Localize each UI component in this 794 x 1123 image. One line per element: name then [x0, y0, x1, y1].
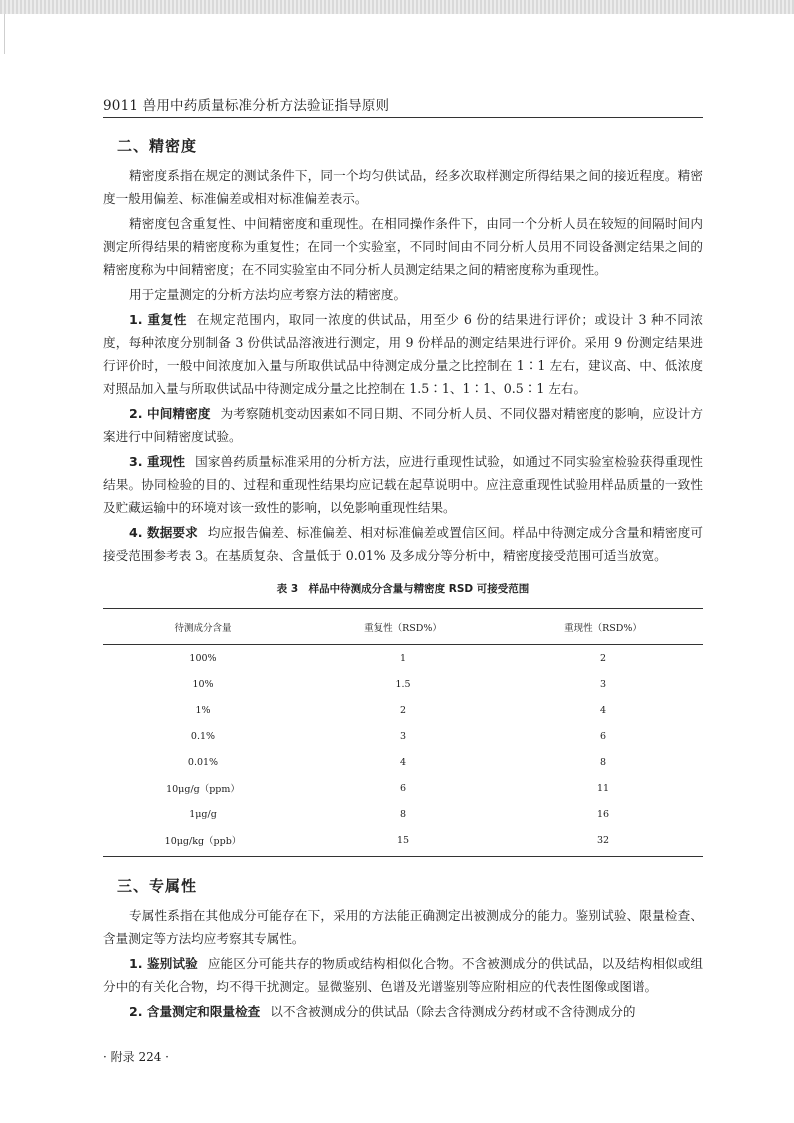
header-rule [103, 117, 703, 118]
numbered-paragraph [103, 308, 703, 400]
paragraph-lead: 4. 数据要求 [129, 525, 198, 540]
numbered-paragraph [103, 1000, 703, 1023]
rsd-table [103, 608, 703, 857]
table-cell: 1μg/g [189, 808, 217, 820]
table-cell: 8 [399, 808, 407, 820]
paragraph-text: 应能区分可能共存的物质或结构相似化合物。不含被测成分的供试品，以及结构相似或组分中的有关化合物，均不得干扰测定。显微鉴别、色谱及光谱鉴别等应附相应的代表性图像或图谱。 [103, 956, 704, 994]
table-row [103, 801, 703, 827]
table-row [103, 827, 703, 857]
running-title: 9011 兽用中药质量标准分析方法验证指导原则 [103, 98, 390, 114]
table-caption: 表 3 样品中待测成分含量与精密度 RSD 可接受范围 [276, 583, 530, 595]
paragraph: 精密度系指在规定的测试条件下，同一个均匀供试品，经多次取样测定所得结果之间的接近程度。精密度一般用偏差、标准偏差或相对标准偏差表示。 [103, 168, 703, 206]
table-cell: 100% [189, 652, 217, 664]
table-cell: 10μg/g（ppm） [166, 784, 240, 795]
table-cell: 8 [599, 756, 607, 768]
paragraph-text: 为考察随机变动因素如不同日期、不同分析人员、不同仪器对精密度的影响，应设计方案进行中间精密度试验。 [103, 406, 704, 444]
paragraph-text: 以不含被测成分的供试品（除去含待测成分药材或不含待测成分的 [270, 1004, 636, 1019]
scan-top-band [0, 0, 794, 14]
paragraph-lead: 2. 含量测定和限量检查 [129, 1004, 261, 1019]
table-cell: 6 [399, 782, 407, 794]
table-cell: 6 [599, 730, 607, 742]
numbered-paragraph [103, 952, 703, 998]
table-cell: 1% [195, 704, 211, 716]
paragraph: 精密度包含重复性、中间精密度和重现性。在相同操作条件下，由同一个分析人员在较短的间隔时间内测定所得结果的精密度称为重复性；在同一个实验室，不同时间由不同分析人员用不同设备测定结果之间的精密度称为中间精密度；在不同实验室由不同分析人员测定结果之间的精密度称为重现性。 [103, 216, 703, 277]
section-heading-precision: 二、精密度 [117, 137, 198, 155]
table-row [103, 671, 703, 697]
table-cell: 3 [599, 678, 607, 690]
numbered-paragraph [103, 521, 703, 567]
table-row [103, 775, 703, 801]
table-cell: 3 [399, 730, 407, 742]
paragraph: 专属性系指在其他成分可能存在下，采用的方法能正确测定出被测成分的能力。鉴别试验、限量检查、含量测定等方法均应考察其专属性。 [103, 908, 703, 946]
paragraph-lead: 2. 中间精密度 [129, 406, 211, 421]
table-cell: 4 [599, 704, 607, 716]
paragraph-text: 均应报告偏差、标准偏差、相对标准偏差或置信区间。样品中待测定成分含量和精密度可接受范围参考表 3。在基质复杂、含量低于 0.01% 及多成分等分析中，精密度接受范围可适当放宽。 [103, 525, 704, 563]
table-cell: 0.01% [187, 756, 219, 768]
column-header: 重复性（RSD%） [303, 609, 503, 645]
paragraph-lead: 3. 重现性 [129, 454, 186, 469]
table-row [103, 645, 703, 672]
table-row [103, 723, 703, 749]
table-header-row [103, 609, 703, 645]
table-cell: 0.1% [190, 730, 216, 742]
table-cell: 10μg/kg（ppb） [103, 827, 303, 857]
table-cell: 2 [399, 704, 407, 716]
paragraph-lead: 1. 鉴别试验 [129, 956, 198, 971]
table-cell: 2 [599, 652, 607, 664]
paragraph-text: 在规定范围内，取同一浓度的供试品，用至少 6 份的结果进行评价；或设计 3 种不同浓度，每种浓度分别制备 3 份供试品溶液进行测定，用 9 份样品的测定结果进行评价。采用 9 份测定结果进行评价时，一般中间浓度加入量与所取供试品中待测定成分量之比控制在 1∶1 左右，建议高、中、低浓度对照品加入量与所取供试品中待测定成分量之比控制在 1.5∶1、1∶1、0.5∶1 左右。 [103, 312, 703, 396]
table-cell: 4 [399, 756, 407, 768]
numbered-paragraph [103, 450, 703, 519]
page-number: · 附录 224 · [103, 1050, 169, 1064]
scan-left-edge [4, 14, 5, 54]
numbered-paragraph [103, 402, 703, 448]
page-content [103, 128, 703, 1025]
table-row [103, 749, 703, 775]
table-cell: 16 [596, 808, 610, 820]
table-cell: 10% [192, 678, 214, 690]
table-cell: 32 [503, 827, 703, 857]
paragraph: 用于定量测定的分析方法均应考察方法的精密度。 [129, 287, 407, 302]
paragraph-text: 国家兽药质量标准采用的分析方法，应进行重现性试验，如通过不同实验室检验获得重现性结果。协同检验的目的、过程和重现性结果均应记载在起草说明中。应注意重现性试验用样品质量的一致性及贮藏运输中的环境对该一致性的影响，以免影响重现性结果。 [103, 454, 704, 515]
column-header: 重现性（RSD%） [503, 609, 703, 645]
table-cell: 15 [303, 827, 503, 857]
table-cell: 1.5 [395, 678, 411, 690]
table-row [103, 697, 703, 723]
table-cell: 1 [399, 652, 407, 664]
table-cell: 11 [596, 782, 610, 794]
paragraph-lead: 1. 重复性 [129, 312, 187, 327]
column-header: 待测成分含量 [103, 609, 303, 645]
section-heading-specificity: 三、专属性 [117, 877, 198, 895]
